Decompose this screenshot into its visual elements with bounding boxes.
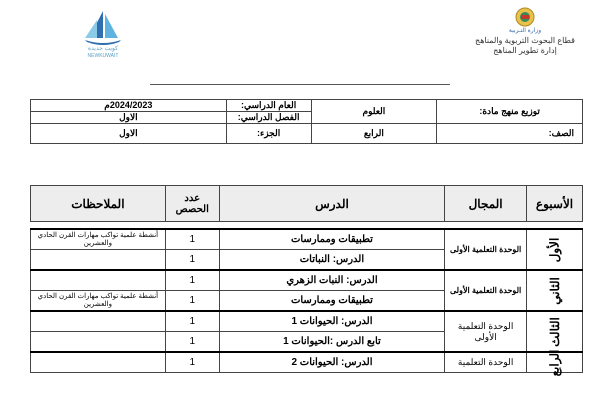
- new-kuwait-logo: [75, 8, 131, 66]
- lesson-cell: الدرس: الحيوانات 1: [219, 311, 444, 332]
- table-header-row: [31, 186, 583, 222]
- subject-value: العلوم: [311, 100, 437, 124]
- semester-label: الفصل الدراسي:: [226, 112, 311, 124]
- table-row: [31, 270, 583, 291]
- table-row: [31, 229, 583, 250]
- table-gap-row: [31, 222, 583, 230]
- notes-cell: [31, 250, 166, 271]
- header-domain: المجال: [445, 186, 527, 222]
- domain-cell: الوحدة التعلمية الأولى: [445, 311, 527, 352]
- week-label: الرابع: [547, 349, 562, 376]
- week-label: الأول: [547, 237, 562, 262]
- session-count-cell: 1: [165, 250, 219, 271]
- session-count-cell: 1: [165, 311, 219, 332]
- semester-value: الاول: [31, 112, 227, 124]
- grade-value: الرابع: [311, 124, 437, 144]
- lesson-cell: تابع الدرس :الحيوانات 1: [219, 332, 444, 353]
- session-count-cell: 1: [165, 352, 219, 373]
- week-cell: [527, 270, 583, 311]
- notes-cell: [31, 332, 166, 353]
- plan-label: توزيع منهج مادة:: [437, 100, 583, 124]
- session-count-cell: 1: [165, 332, 219, 353]
- part-label: الجزء:: [226, 124, 311, 144]
- ministry-name: وزارة التـربية: [508, 28, 542, 34]
- header-lesson: الدرس: [219, 186, 444, 222]
- table-row: [31, 311, 583, 332]
- session-count-cell: 1: [165, 270, 219, 291]
- week-label: الثالث: [547, 316, 562, 347]
- info-table: [30, 99, 583, 144]
- week-label: الثاني: [547, 276, 562, 305]
- header-week: الأسبوع: [527, 186, 583, 222]
- notes-cell: [31, 270, 166, 291]
- domain-cell: الوحدة التعلمية: [445, 352, 527, 373]
- sector-name: قطاع البحوث التربوية والمناهج: [475, 36, 575, 45]
- domain-cell: الوحدة التعلمية الأولى: [445, 270, 527, 311]
- session-count-cell: 1: [165, 229, 219, 250]
- table-row: [31, 352, 583, 373]
- notes-cell: أنشطة علمية تواكب مهارات القرن الحادي والعشرين: [31, 291, 166, 312]
- department-name: إدارة تطوير المناهج: [493, 46, 557, 55]
- week-cell: [527, 349, 583, 376]
- notes-cell: [31, 311, 166, 332]
- header-count: عدد الحصص: [165, 186, 219, 222]
- header-notes: الملاحظات: [31, 186, 166, 222]
- lesson-cell: الدرس: الحيوانات 2: [219, 352, 444, 373]
- sailboat-icon: [81, 8, 125, 46]
- week-cell: [527, 311, 583, 352]
- week-cell: [527, 229, 583, 270]
- lesson-cell: تطبيقات وممارسات: [219, 229, 444, 250]
- domain-cell: الوحدة التعلمية الأولى: [445, 229, 527, 270]
- notes-cell: [31, 352, 166, 373]
- ministry-header: [460, 6, 590, 56]
- grade-label: الصف:: [437, 124, 583, 144]
- part-value: الاول: [31, 124, 227, 144]
- lesson-cell: الدرس: النباتات: [219, 250, 444, 271]
- emblem-icon: [514, 6, 536, 28]
- year-value: 2024/2023م: [31, 100, 227, 112]
- logo-text-latin: NEWKUWAIT: [87, 53, 119, 59]
- lesson-cell: تطبيقات وممارسات: [219, 291, 444, 312]
- logo-text-arabic: كويت جديدة: [87, 46, 118, 52]
- session-count-cell: 1: [165, 291, 219, 312]
- lesson-cell: الدرس: النبات الزهري: [219, 270, 444, 291]
- header-divider: [150, 84, 450, 85]
- year-label: العام الدراسي:: [226, 100, 311, 112]
- notes-cell: أنشطة علمية تواكب مهارات القرن الحادي والعشرين: [31, 229, 166, 250]
- schedule-table: [30, 185, 583, 376]
